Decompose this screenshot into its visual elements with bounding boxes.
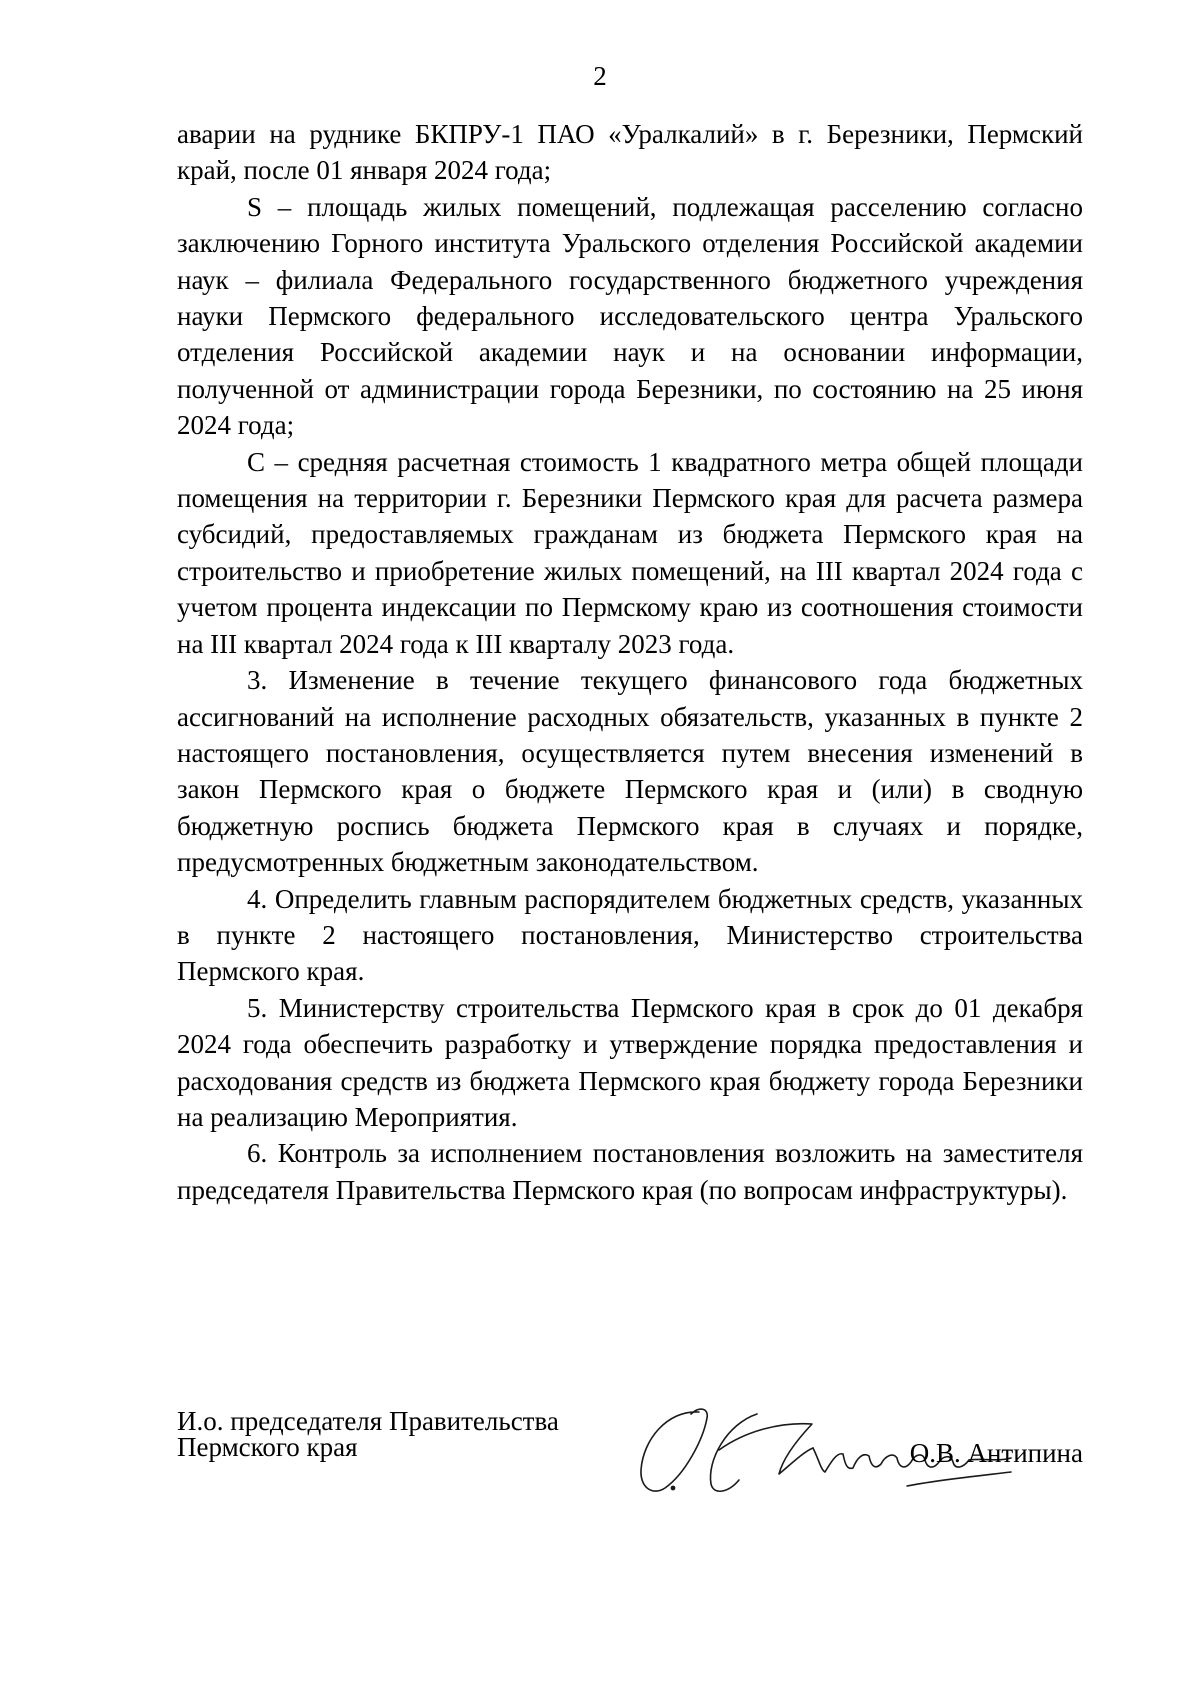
signer-title	[177, 1408, 559, 1460]
signer-title-line-2: Пермского края	[177, 1432, 358, 1462]
page-number: 2	[593, 61, 607, 91]
signer-title-line-1: И.о. председателя Правительства	[177, 1406, 559, 1436]
paragraph-item-4: 4. Определить главным распорядителем бюджетных средств, указанных в пункте 2 настоящего постановления, Министерство строительства Пермского края.	[177, 883, 1083, 987]
paragraph-item-5: 5. Министерству строительства Пермского края в срок до 01 декабря 2024 года обеспечить разработку и утверждение порядка предоставления и расходования средств из бюджета Пермского края бюджету города Березники на реализацию Мероприятия.	[177, 992, 1083, 1132]
paragraph-definition-s: S – площадь жилых помещений, подлежащая расселению согласно заключению Горного института Уральского отделения Российской академии наук – филиала Федерального государственного бюджетного учреждения науки Пермского федерального исследовательского центра Уральского отделения Российской академии наук и на основании информации, полученной от администрации города Березники, по состоянию на 25 июня 2024 года;	[177, 191, 1083, 441]
paragraph-item-3: 3. Изменение в течение текущего финансового года бюджетных ассигнований на исполнение расходных обязательств, указанных в пункте 2 настоящего постановления, осуществляется путем внесения изменений в закон Пермского края о бюджете Пермского края и (или) в сводную бюджетную роспись бюджета Пермского края в случаях и порядке, предусмотренных бюджетным законодательством.	[177, 665, 1083, 878]
paragraph-item-6: 6. Контроль за исполнением постановления возложить на заместителя председателя Правительства Пермского края (по вопросам инфраструктуры).	[177, 1138, 1083, 1205]
signature-block	[177, 1408, 1083, 1518]
paragraph-definition-c: С – средняя расчетная стоимость 1 квадратного метра общей площади помещения на территории г. Березники Пермского края для расчета размера субсидий, предоставляемых гражданам из бюджета Пермского края на строительство и приобретение жилых помещений, на III квартал 2024 года с учетом процента индексации по Пермскому краю из соотношения стоимости на III квартал 2024 года к III кварталу 2023 года.	[177, 446, 1083, 659]
paragraph-continuation: аварии на руднике БКПРУ-1 ПАО «Уралкалий» в г. Березники, Пермский край, после 01 января 2024 года;	[177, 119, 1083, 186]
document-body	[177, 116, 1083, 1208]
signer-name: О.В. Антипина	[909, 1438, 1083, 1468]
